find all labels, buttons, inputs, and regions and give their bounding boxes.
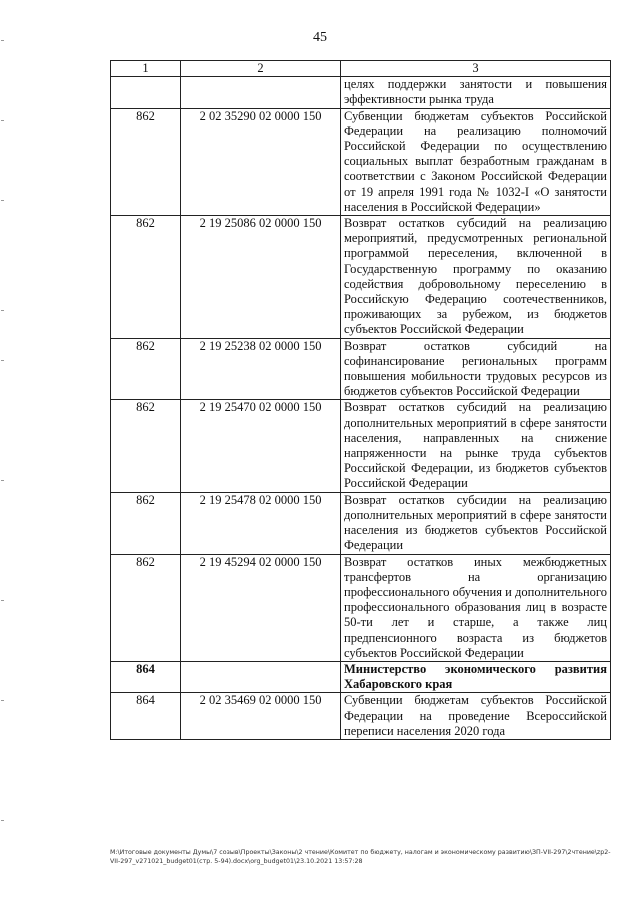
description-cell: Возврат остатков иных межбюджетных трансфертов на организацию профессионального обучения и дополнительного профессионального образования лиц в возрасте 50-ти лет и старше, а также лиц предпенсионного возраста из бюджетов субъектов Российской Федерации xyxy=(341,554,611,661)
description-cell: Министерство экономического развития Хабаровского края xyxy=(341,661,611,692)
table-row xyxy=(111,661,611,692)
budget-codes-table xyxy=(110,60,611,740)
budget-code-cell: 2 02 35290 02 0000 150 xyxy=(181,108,341,215)
scan-mark xyxy=(1,200,4,201)
description-cell: Возврат остатков субсидий на софинансирование региональных программ повышения мобильности трудовых ресурсов из бюджетов субъектов Российской Федерации xyxy=(341,338,611,400)
table-row xyxy=(111,554,611,661)
admin-code-cell: 862 xyxy=(111,216,181,339)
admin-code-cell: 864 xyxy=(111,661,181,692)
table-row xyxy=(111,77,611,108)
scan-mark xyxy=(1,480,4,481)
description-cell: Субвенции бюджетам субъектов Российской Федерации на реализацию полномочий Российской Федерации по осуществлению социальных выплат безработным гражданам в соответствии с Законом Российской Федерации от 19 апреля 1991 года № 1032-I «О занятости населения в Российской Федерации» xyxy=(341,108,611,215)
column-header: 2 xyxy=(181,61,341,77)
table-row xyxy=(111,216,611,339)
table-row xyxy=(111,108,611,215)
description-cell: целях поддержки занятости и повышения эффективности рынка труда xyxy=(341,77,611,108)
admin-code-cell: 862 xyxy=(111,400,181,492)
table-row xyxy=(111,400,611,492)
admin-code-cell: 862 xyxy=(111,492,181,554)
document-path-footer: M:\Итоговые документы Думы\7 созыв\Проекты\Законы\2 чтение\Комитет по бюджету, налогам и экономическому развитию\ЗП-VII-297\2чтение\zp2-VII-297_v271021_budget01(стр. 5-94).docx\org_budget01\23.10.2021 13:57:28 xyxy=(110,849,611,865)
description-cell: Возврат остатков субсидий на реализацию мероприятий, предусмотренных региональной программой переселения, включенной в Государственную программу по оказанию содействия добровольному переселению в Российскую Федерацию соотечественников, проживающих за рубежом, из бюджетов субъектов Российской Федерации xyxy=(341,216,611,339)
scan-mark xyxy=(1,120,4,121)
scan-mark xyxy=(1,700,4,701)
budget-code-cell: 2 19 25478 02 0000 150 xyxy=(181,492,341,554)
budget-code-cell: 2 19 25238 02 0000 150 xyxy=(181,338,341,400)
budget-code-cell: 2 02 35469 02 0000 150 xyxy=(181,693,341,740)
table-row xyxy=(111,338,611,400)
scan-edge-marks xyxy=(0,0,6,905)
scan-mark xyxy=(1,310,4,311)
scan-mark xyxy=(1,360,4,361)
page-number: 45 xyxy=(313,30,327,45)
budget-code-cell xyxy=(181,77,341,108)
admin-code-cell: 862 xyxy=(111,108,181,215)
table-header-row xyxy=(111,61,611,77)
column-header: 3 xyxy=(341,61,611,77)
table-row xyxy=(111,492,611,554)
budget-code-cell xyxy=(181,661,341,692)
scan-mark xyxy=(1,820,4,821)
budget-code-cell: 2 19 45294 02 0000 150 xyxy=(181,554,341,661)
description-cell: Субвенции бюджетам субъектов Российской Федерации на проведение Всероссийской переписи населения 2020 года xyxy=(341,693,611,740)
column-header: 1 xyxy=(111,61,181,77)
budget-code-cell: 2 19 25086 02 0000 150 xyxy=(181,216,341,339)
scan-mark xyxy=(1,600,4,601)
scan-mark xyxy=(1,40,4,41)
admin-code-cell: 862 xyxy=(111,338,181,400)
budget-code-cell: 2 19 25470 02 0000 150 xyxy=(181,400,341,492)
description-cell: Возврат остатков субсидий на реализацию дополнительных мероприятий в сфере занятости населения, направленных на снижение напряженности на рынке труда субъектов Российской Федерации, из бюджетов субъектов Российской Федерации xyxy=(341,400,611,492)
table-row xyxy=(111,693,611,740)
description-cell: Возврат остатков субсидии на реализацию дополнительных мероприятий в сфере занятости населения из бюджетов субъектов Российской Федерации xyxy=(341,492,611,554)
admin-code-cell: 862 xyxy=(111,554,181,661)
admin-code-cell xyxy=(111,77,181,108)
admin-code-cell: 864 xyxy=(111,693,181,740)
